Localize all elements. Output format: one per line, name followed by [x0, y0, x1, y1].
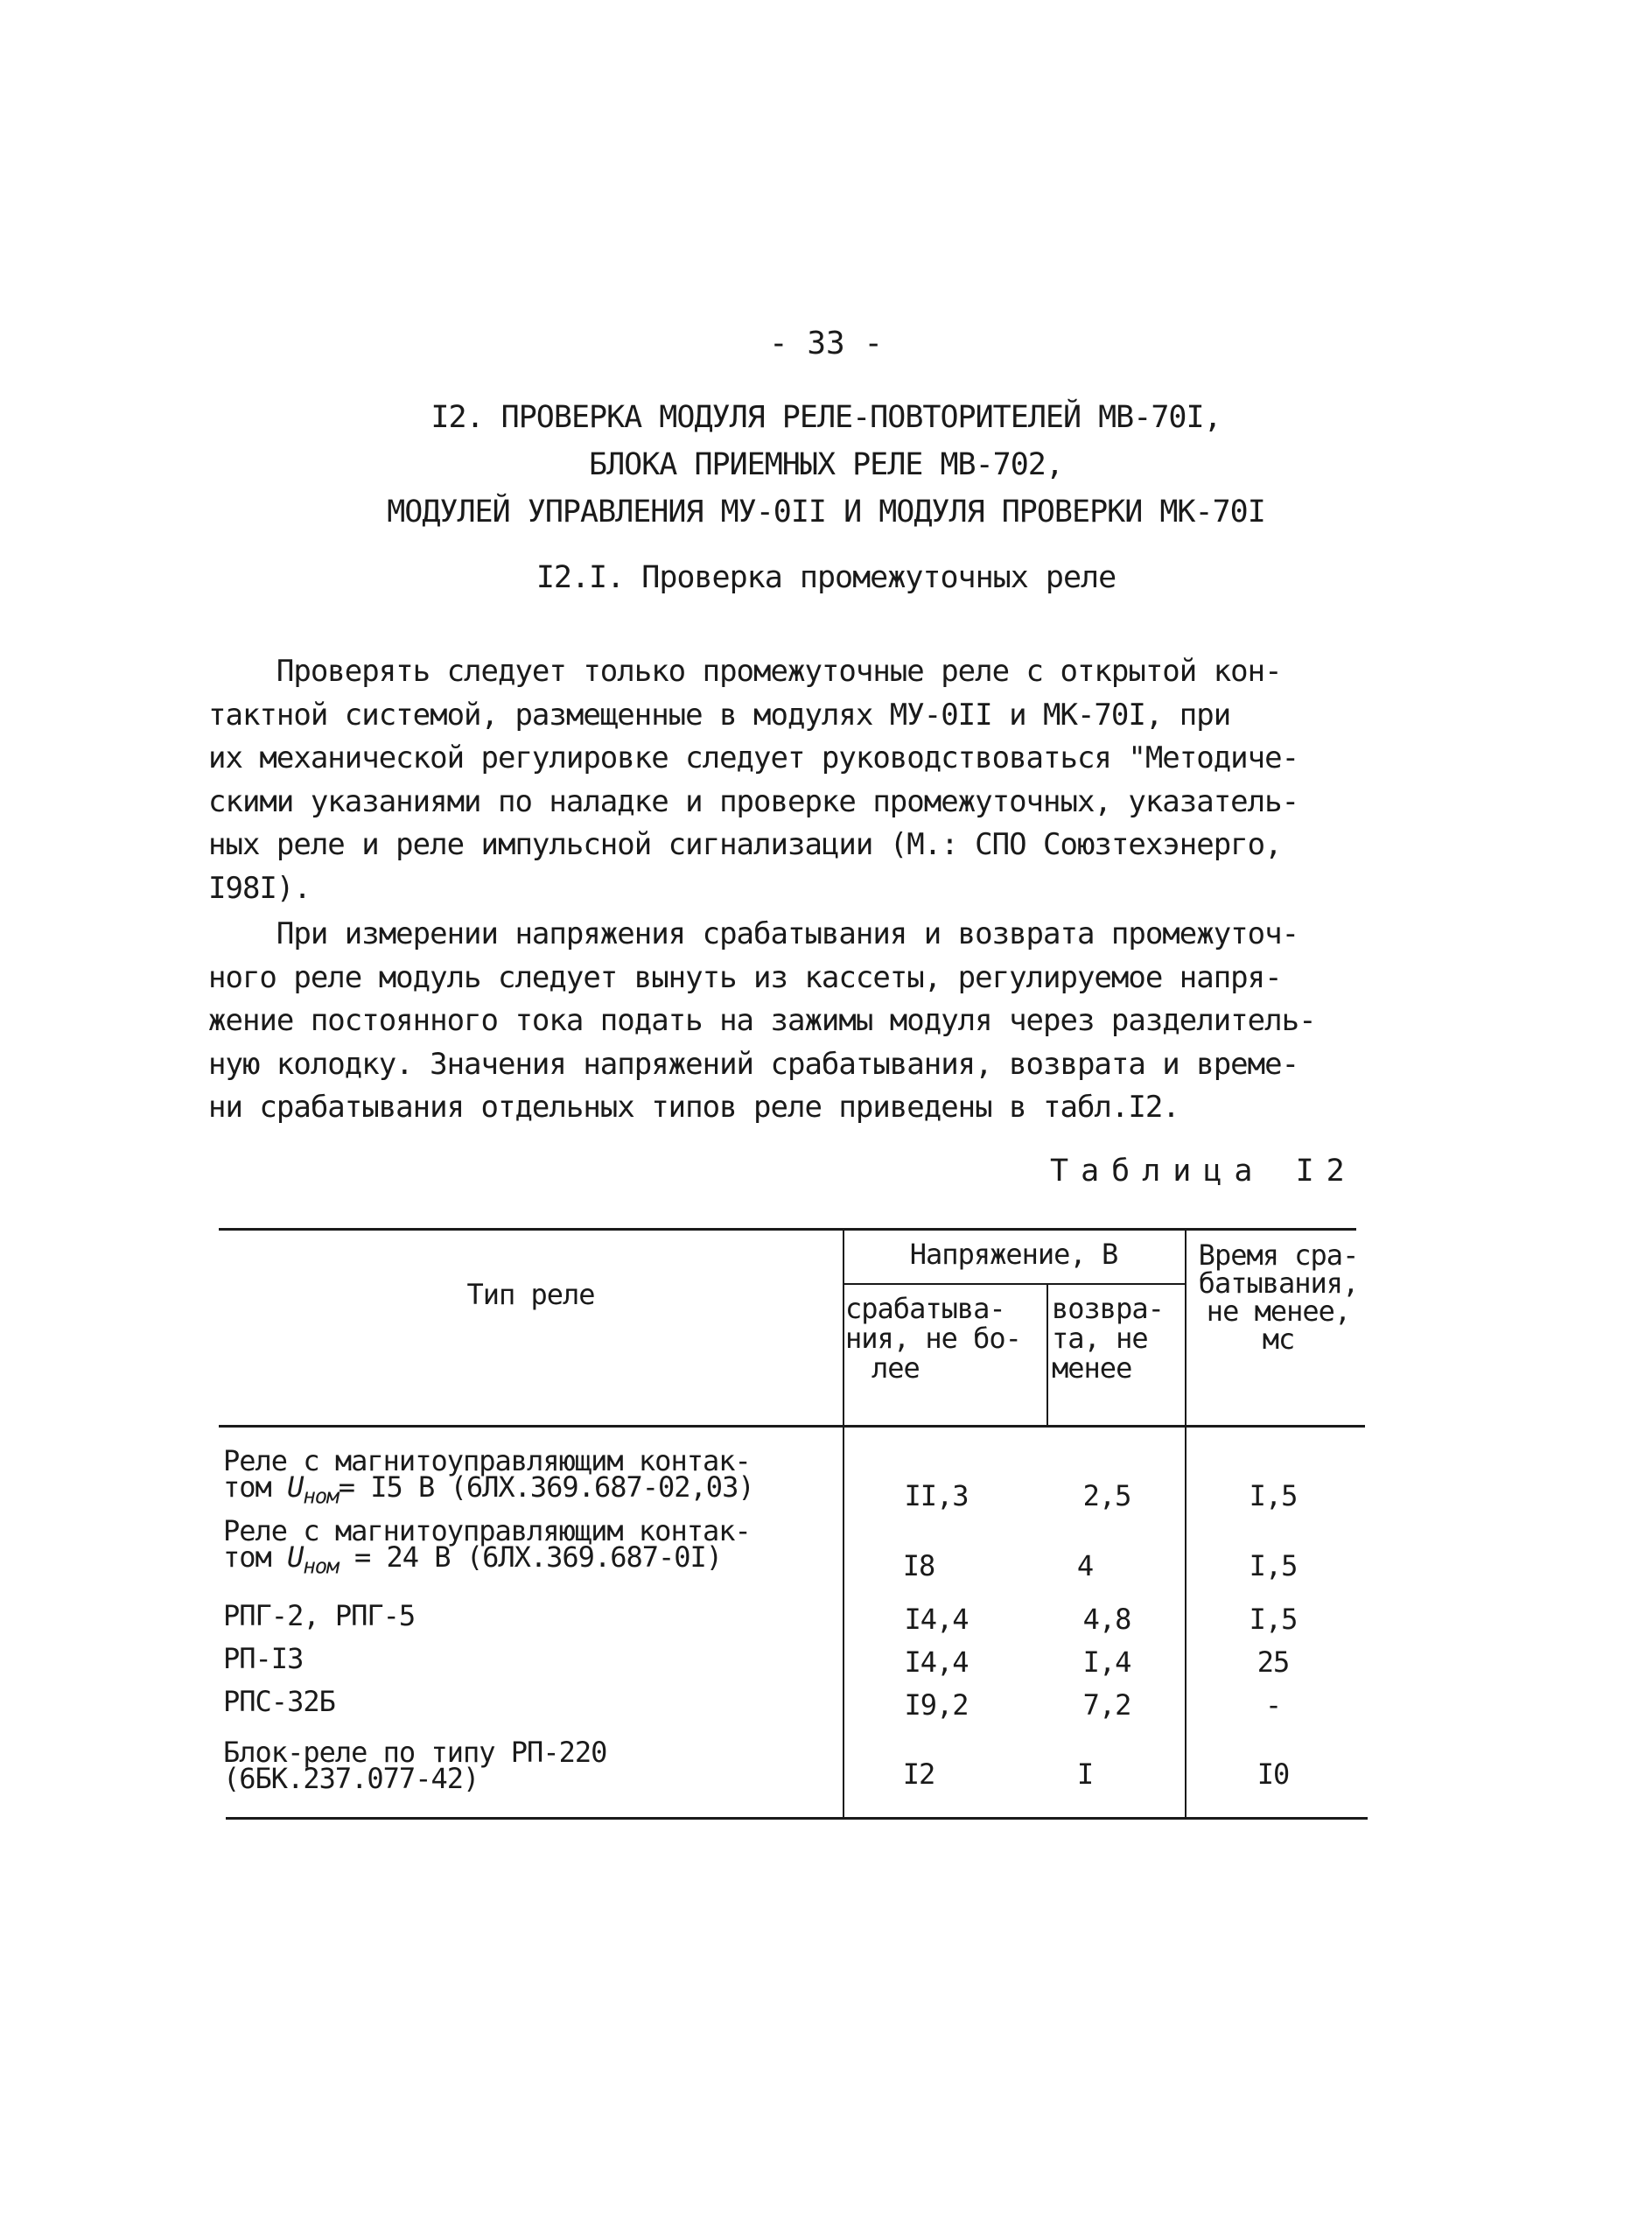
table-row-label: РПС-32Б [223, 1685, 335, 1718]
cell-release: 2,5 [1082, 1479, 1131, 1512]
header-pickup [843, 1294, 1049, 1383]
text-line: тактной системой, размещенные в модулях МУ-0II и МК-70I, при [208, 697, 1231, 733]
table-row-label [223, 1736, 607, 1795]
cell-release: I [1076, 1757, 1094, 1791]
header-pickup-line: лее [872, 1351, 920, 1385]
cell-pickup: I4,4 [904, 1645, 969, 1679]
table-row-label: РП-I3 [223, 1642, 304, 1675]
text-line: скими указаниями по наладке и проверке промежуточных, указатель- [208, 783, 1299, 819]
cell-pickup: I8 [902, 1549, 935, 1582]
header-release-line: менее [1052, 1351, 1132, 1385]
cell-pickup: I2 [902, 1757, 935, 1791]
voltage-subheader-rule [843, 1283, 1186, 1285]
voltage-subscript: ном [303, 1484, 339, 1509]
header-time-line: Время сра- [1198, 1238, 1359, 1272]
table-header-rule [219, 1425, 1365, 1428]
cell-pickup: I4,4 [904, 1603, 969, 1636]
header-release-line: та, не [1052, 1322, 1148, 1355]
row-label-text: = I5 В (6ЛХ.369.687-02,03) [338, 1470, 754, 1504]
text-line: ных реле и реле импульсной сигнализации (М.: СПО Союзтехэнерго, [208, 827, 1282, 862]
cell-time: I,5 [1249, 1479, 1298, 1512]
header-time-line: не менее, [1206, 1294, 1351, 1328]
header-time [1186, 1238, 1370, 1356]
text-line: их механической регулировке следует руководствоваться "Методиче- [208, 740, 1299, 775]
text-line: жение постоянного тока подать на зажимы модуля через разделитель- [208, 1003, 1316, 1038]
text-line: ную колодку. Значения напряжений срабатывания, возврата и време- [208, 1046, 1299, 1082]
cell-pickup: II,3 [904, 1479, 969, 1512]
cell-release: I,4 [1082, 1645, 1131, 1679]
cell-release: 7,2 [1082, 1688, 1131, 1722]
text-line: Проверять следует только промежуточные реле с открытой кон- [208, 654, 1282, 689]
section-heading [0, 394, 1652, 536]
cell-pickup: I9,2 [904, 1688, 969, 1722]
table-caption: Таблица I2 [1050, 1154, 1357, 1189]
table-row-label: РПГ-2, РПГ-5 [223, 1599, 416, 1632]
row-label-text: том [223, 1470, 288, 1504]
table-row-label [223, 1444, 754, 1509]
cell-time: I,5 [1249, 1603, 1298, 1636]
header-pickup-line: ния, не бо- [845, 1322, 1021, 1355]
text-line: ного реле модуль следует вынуть из кассеты, регулируемое напря- [208, 959, 1282, 995]
page-number: - 33 - [768, 326, 884, 361]
row-label-line: Блок-реле по типу РП-220 [223, 1736, 607, 1769]
heading-line: I2. ПРОВЕРКА МОДУЛЯ РЕЛЕ-ПОВТОРИТЕЛЕЙ МВ-70I, [430, 400, 1222, 435]
header-release-line: возвра- [1052, 1292, 1164, 1325]
header-time-line: мс [1262, 1322, 1295, 1356]
cell-release: 4 [1076, 1549, 1094, 1582]
cell-time: - [1264, 1688, 1282, 1722]
voltage-symbol: U [287, 1470, 304, 1504]
subsection-heading: I2.I. Проверка промежуточных реле [536, 560, 1116, 595]
header-pickup-line: срабатыва- [845, 1292, 1005, 1325]
heading-line: МОДУЛЕЙ УПРАВЛЕНИЯ МУ-0II И МОДУЛЯ ПРОВЕРКИ МК-70I [387, 495, 1265, 530]
text-line: ни срабатывания отдельных типов реле приведены в табл.I2. [208, 1090, 1180, 1125]
header-release [1048, 1294, 1188, 1383]
table-row-label [223, 1514, 751, 1579]
cell-time: I0 [1256, 1757, 1290, 1791]
row-label-line [223, 1540, 751, 1579]
header-voltage: Напряжение, В [909, 1238, 1118, 1271]
table-bottom-rule [226, 1817, 1368, 1820]
row-label-line [223, 1470, 754, 1509]
cell-release: 4,8 [1082, 1603, 1131, 1636]
row-label-text: том [223, 1540, 288, 1574]
paragraph-2 [208, 913, 1354, 1130]
text-line: I98I). [208, 870, 311, 906]
paragraph-1 [208, 650, 1354, 910]
voltage-symbol: U [287, 1540, 304, 1574]
row-label-text: = 24 В (6ЛХ.369.687-0I) [338, 1540, 723, 1574]
voltage-subscript: ном [303, 1554, 339, 1579]
header-time-line: батывания, [1198, 1266, 1359, 1300]
header-relay-type: Тип реле [466, 1278, 595, 1311]
row-label-line: Реле с магнитоуправляющим контак- [223, 1514, 751, 1547]
text-line: При измерении напряжения срабатывания и возврата промежуточ- [208, 916, 1299, 951]
cell-time: I,5 [1249, 1549, 1298, 1582]
row-label-line: Реле с магнитоуправляющим контак- [223, 1444, 751, 1477]
cell-time: 25 [1256, 1645, 1290, 1679]
heading-line: БЛОКА ПРИЕМНЫХ РЕЛЕ МВ-702, [589, 447, 1063, 482]
row-label-line: (6БК.237.077-42) [223, 1762, 480, 1795]
